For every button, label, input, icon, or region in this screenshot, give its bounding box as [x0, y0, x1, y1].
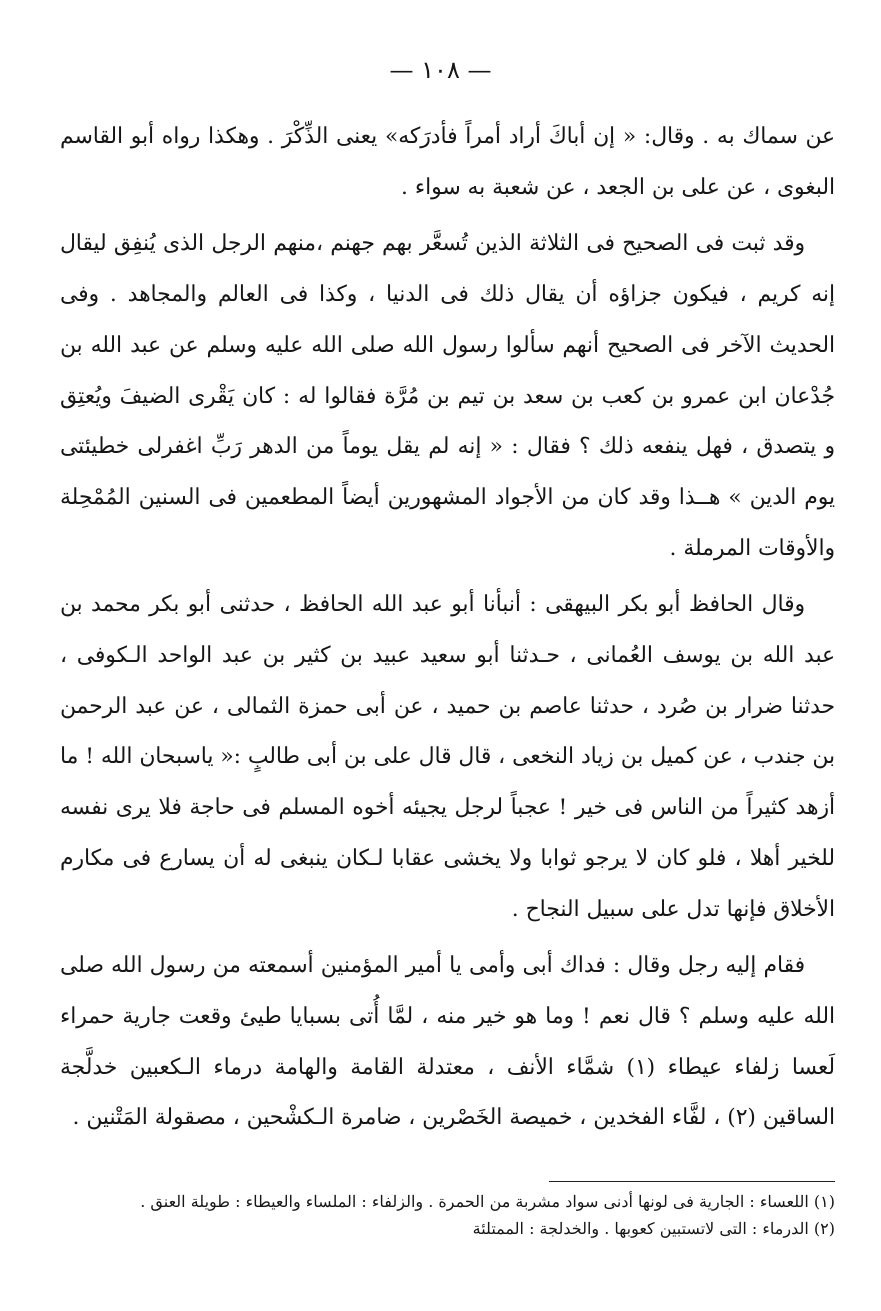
- footnote-1: (١) اللعساء : الجارية فى لونها أدنى سواد مشربة من الحمرة . والزلفاء : الملساء والعيطاء : طويلة العنق .: [140, 1192, 835, 1211]
- footnotes: [40, 1188, 835, 1242]
- paragraph-3: وقال الحافظ أبو بكر البيهقى : أنبأنا أبو عبد الله الحافظ ، حدثنى أبو بكر محمد بن عبد الله بن يوسف العُمانى ، حـدثنا أبو سعيد عبيد بن كثير بن عبد الواحد الـكوفى ، حدثنا ضرار بن صُرد ، حدثنا عاصم بن حميد ، عن أبى حمزة الثمالى ، عن عبد الرحمن بن جندب ، عن كميل بن زياد النخعى ، قال قال على بن أبى طالبٍ :« ياسبحان الله ! ما أزهد كثيراً من الناس فى خير ! عجباً لرجل يجيئه أخوه المسلم فى حاجة فلا يرى نفسه للخير أهلا ، فلو كان لا يرجو ثوابا ولا يخشى عقابا لـكان ينبغى له أن يسارع فى مكارم الأخلاق فإنها تدل على سبيل النجاح .: [60, 592, 835, 922]
- paragraph-1: عن سماك به . وقال: « إن أباكَ أراد أمراً فأدرَكه» يعنى الذِّكْرَ . وهكذا رواه أبو القاسم البغوى ، عن على بن الجعد ، عن شعبة به سواء .: [60, 124, 835, 200]
- page-number: — ١٠٨ —: [389, 56, 492, 84]
- paragraph-2: وقد ثبت فى الصحيح فى الثلاثة الذين تُسعَّر بهم جهنم ،منهم الرجل الذى يُنفِق ليقال إنه كريم ، فيكون جزاؤه أن يقال ذلك فى الدنيا ، وكذا فى العالم والمجاهد . وفى الحديث الآخر فى الصحيح أنهم سألوا رسول الله صلى الله عليه وسلم عن عبد الله بن جُدْعان ابن عمرو بن كعب بن سعد بن تيم بن مُرَّة فقالوا له : كان يَقْرى الضيفَ ويُعتِق و يتصدق ، فهل ينفعه ذلك ؟ فقال : « إنه لم يقل يوماً من الدهر رَبِّ اغفرلى خطيئتى يوم الدين » هــذا وقد كان من الأجواد المشهورين أيضاً المطعمين فى السنين المُمْحِلة والأوقات المرملة .: [60, 231, 835, 561]
- main-text: [60, 112, 835, 1144]
- paragraph-4: فقام إليه رجل وقال : فداك أبى وأمى يا أمير المؤمنين أسمعته من رسول الله صلى الله عليه وسلم ؟ قال نعم ! وما هو خير منه ، لمَّا أُتى بسبايا طيئ وقعت جارية حمراء لَعسا زلفاء عيطاء (١) شمَّاء الأنف ، معتدلة القامة والهامة درماء الـكعبين خدلَّجة الساقين (٢) ، لفَّاء الفخدين ، خميصة الخَصْرين ، ضامرة الـكشْحين ، مصقولة المَتْنين .: [60, 953, 835, 1131]
- footnote-2: (٢) الدرماء : التى لاتستبين كعوبها . والخدلجة : الممتلئة: [472, 1219, 835, 1238]
- footnote-separator: [549, 1181, 835, 1182]
